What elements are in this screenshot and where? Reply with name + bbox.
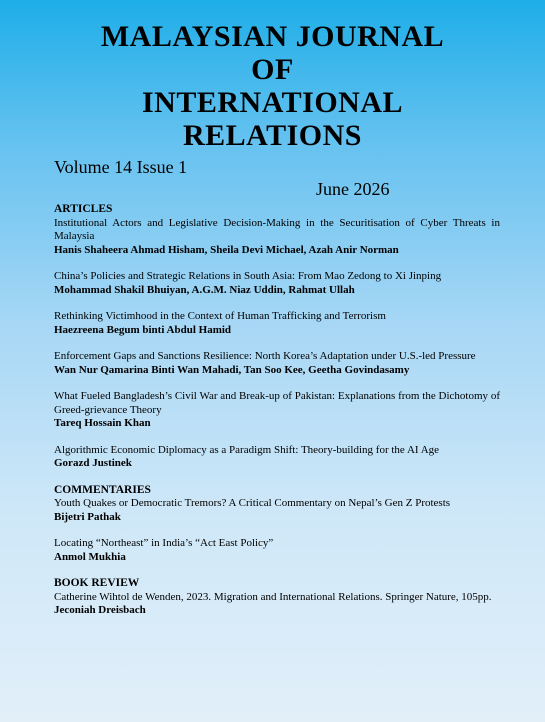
toc-entry bbox=[54, 350, 500, 377]
issue-date: June 2026 bbox=[316, 179, 390, 199]
toc-entry bbox=[54, 310, 500, 337]
toc-entry bbox=[54, 390, 500, 431]
entry-authors: Jeconiah Dreisbach bbox=[54, 604, 146, 616]
entry-title: Institutional Actors and Legislative Decision-Making in the Securitisation of Cyber Threats in Malaysia bbox=[54, 216, 500, 242]
volume-issue: Volume 14 Issue 1 bbox=[54, 157, 188, 177]
entry-title: Youth Quakes or Democratic Tremors? A Critical Commentary on Nepal’s Gen Z Protests bbox=[54, 497, 451, 509]
toc-entry bbox=[54, 270, 500, 297]
entry-title: What Fueled Bangladesh’s Civil War and Break-up of Pakistan: Explanations from the Dichotomy of Greed-grievance Theory bbox=[54, 390, 500, 416]
entry-authors: Wan Nur Qamarina Binti Wan Mahadi, Tan Soo Kee, Geetha Govindasamy bbox=[54, 363, 410, 376]
table-of-contents bbox=[54, 203, 500, 631]
section-heading: ARTICLES bbox=[54, 203, 113, 215]
entry-title: Rethinking Victimhood in the Context of Human Trafficking and Terrorism bbox=[54, 310, 386, 322]
entry-authors: Bijetri Pathak bbox=[54, 510, 121, 523]
section-articles bbox=[54, 203, 500, 471]
title-line: MALAYSIAN JOURNAL bbox=[100, 20, 445, 53]
toc-entry bbox=[54, 591, 500, 618]
title-line: OF bbox=[251, 53, 294, 86]
entry-title: Catherine Wihtol de Wenden, 2023. Migration and International Relations. Springer Nature, 105pp. bbox=[54, 590, 492, 603]
entry-title: China’s Policies and Strategic Relations in South Asia: From Mao Zedong to Xi Jinping bbox=[54, 270, 442, 282]
toc-entry bbox=[54, 537, 500, 564]
entry-authors: Tareq Hossain Khan bbox=[54, 417, 151, 429]
title-line: RELATIONS bbox=[183, 119, 362, 152]
toc-entry bbox=[54, 217, 500, 258]
journal-title bbox=[0, 20, 545, 152]
section-heading: COMMENTARIES bbox=[54, 483, 151, 496]
section-commentaries bbox=[54, 484, 500, 565]
section-book-review bbox=[54, 577, 500, 618]
entry-title: Algorithmic Economic Diplomacy as a Paradigm Shift: Theory-building for the AI Age bbox=[54, 443, 440, 456]
title-line: INTERNATIONAL bbox=[142, 86, 403, 119]
entry-title: Locating “Northeast” in India’s “Act East Policy” bbox=[54, 537, 274, 549]
entry-authors: Gorazd Justinek bbox=[54, 457, 132, 469]
toc-entry bbox=[54, 444, 500, 471]
entry-authors: Anmol Mukhia bbox=[54, 550, 126, 563]
entry-title: Enforcement Gaps and Sanctions Resilience: North Korea’s Adaptation under U.S.-led Pressure bbox=[54, 350, 476, 362]
entry-authors: Haezreena Begum binti Abdul Hamid bbox=[54, 323, 232, 336]
section-heading: BOOK REVIEW bbox=[54, 577, 140, 589]
toc-entry bbox=[54, 497, 500, 524]
entry-authors: Mohammad Shakil Bhuiyan, A.G.M. Niaz Uddin, Rahmat Ullah bbox=[54, 283, 355, 296]
entry-authors: Hanis Shaheera Ahmad Hisham, Sheila Devi Michael, Azah Anir Norman bbox=[54, 243, 399, 256]
